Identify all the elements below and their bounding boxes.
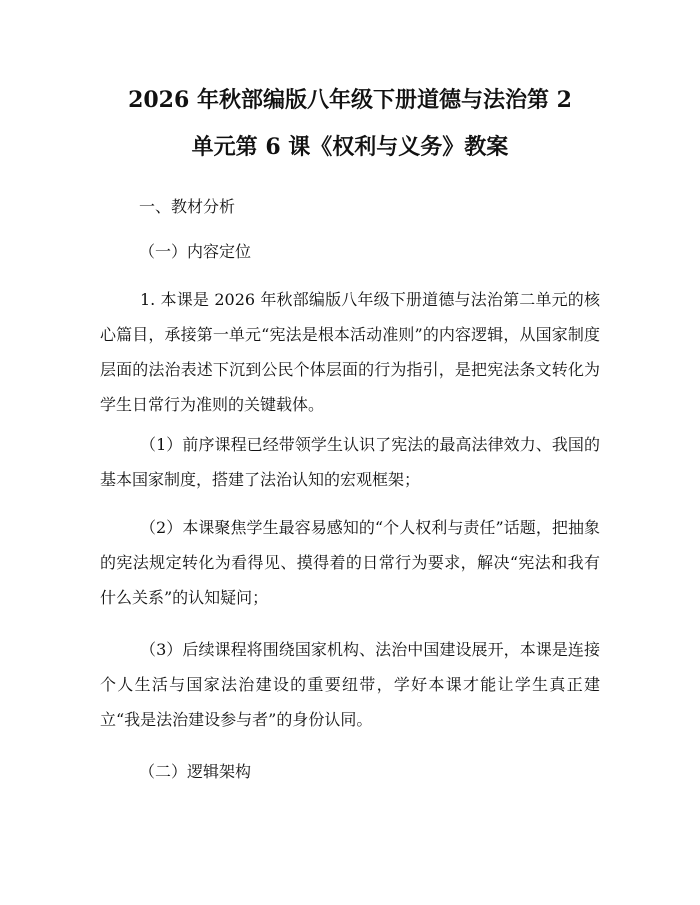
paragraph-current-course: （2）本课聚焦学生最容易感知的“个人权利与责任”话题，把抽象的宪法规定转化为看得见、摸得着的日常行为要求，解决“宪法和我有什么关系”的认知疑问；: [100, 518, 600, 607]
paragraph-previous-course: （1）前序课程已经带领学生认识了宪法的最高法律效力、我国的基本国家制度，搭建了法治认知的宏观框架；: [100, 435, 600, 489]
paragraph-following-course: （3）后续课程将围绕国家机构、法治中国建设展开，本课是连接个人生活与国家法治建设的重要纽带，学好本课才能让学生真正建立“我是法治建设参与者”的身份认同。: [100, 640, 600, 729]
document-title-line-1: 2026 年秋部编版八年级下册道德与法治第 2: [128, 87, 572, 113]
paragraph-course-overview: 1. 本课是 2026 年秋部编版八年级下册道德与法治第二单元的核心篇目，承接第一单元“宪法是根本活动准则”的内容逻辑，从国家制度层面的法治表述下沉到公民个体层面的行为指引，是把宪法条文转化为学生日常行为准则的关键载体。: [100, 290, 600, 414]
document-title-line-2: 单元第 6 课《权利与义务》教案: [191, 134, 509, 160]
subsection-heading-content-positioning: （一）内容定位: [139, 242, 252, 261]
subsection-heading-logic-structure: （二）逻辑架构: [139, 762, 252, 781]
section-heading-textbook-analysis: 一、教材分析: [139, 197, 236, 216]
